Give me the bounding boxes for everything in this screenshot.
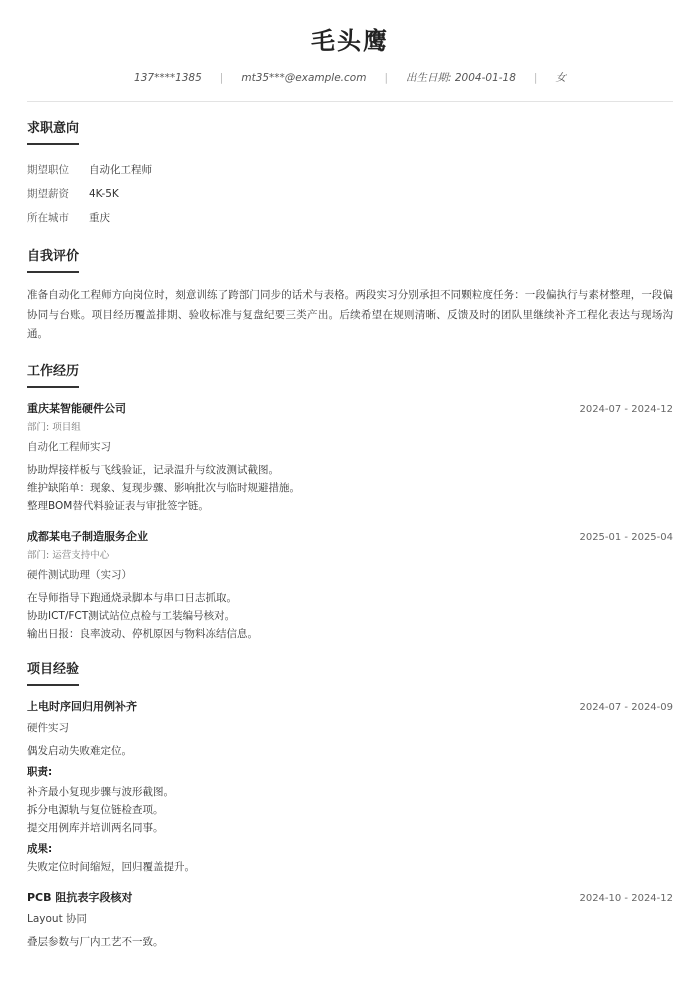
divider: | [384, 71, 388, 84]
intent-row [27, 182, 673, 206]
section-title: 自我评价 [27, 248, 79, 273]
intent-key: 期望职位 [27, 164, 69, 176]
intent-key: 期望薪资 [27, 188, 69, 200]
header-divider [27, 101, 673, 102]
date-range: 2024-07 - 2024-09 [579, 701, 673, 713]
email: mt35***@example.com [241, 71, 367, 84]
resume-header [27, 0, 673, 85]
project-description: 叠层参数与厂内工艺不一致。 [27, 935, 164, 948]
section-self-evaluation [27, 248, 673, 345]
company-name: 重庆某智能硬件公司 [27, 401, 126, 415]
section-title: 求职意向 [27, 120, 79, 145]
section-title: 项目经验 [27, 661, 79, 686]
result-text: 失败定位时间缩短，回归覆盖提升。 [27, 860, 195, 873]
project-name: PCB 阻抗表字段核对 [27, 890, 133, 904]
work-entry [27, 529, 673, 643]
intent-row [27, 206, 673, 230]
work-entry [27, 401, 673, 515]
contact-line [27, 70, 673, 85]
birth-date: 出生日期: 2004-01-18 [406, 72, 516, 84]
section-job-intent [27, 120, 673, 230]
section-projects [27, 661, 673, 951]
gender: 女 [555, 72, 566, 84]
section-title: 工作经历 [27, 363, 79, 388]
work-bullet: 输出日报：良率波动、停机原因与物料冻结信息。 [27, 627, 258, 640]
project-name: 上电时序回归用例补齐 [27, 699, 137, 713]
date-range: 2024-10 - 2024-12 [579, 892, 673, 904]
job-role: 硬件测试助理（实习） [27, 568, 132, 581]
section-work-experience [27, 363, 673, 643]
intent-value: 重庆 [89, 212, 110, 224]
intent-row [27, 158, 673, 182]
duty-item: 拆分电源轨与复位链检查项。 [27, 803, 164, 816]
work-bullet: 维护缺陷单：现象、复现步骤、影响批次与临时规避措施。 [27, 481, 300, 494]
duty-item: 补齐最小复现步骤与波形截图。 [27, 785, 174, 798]
project-entry [27, 699, 673, 876]
intent-key: 所在城市 [27, 212, 69, 224]
work-bullet: 整理BOM替代料验证表与审批签字链。 [27, 499, 209, 512]
department: 部门: 项目组 [27, 421, 81, 433]
duty-label: 职责: [27, 765, 53, 778]
date-range: 2024-07 - 2024-12 [579, 403, 673, 415]
divider: | [533, 71, 538, 84]
work-bullet: 在导师指导下跑通烧录脚本与串口日志抓取。 [27, 591, 237, 604]
work-bullet: 协助焊接样板与飞线验证，记录温升与纹波测试截图。 [27, 463, 279, 476]
result-label: 成果: [27, 842, 53, 855]
project-role: 硬件实习 [27, 721, 69, 734]
duty-item: 提交用例库并培训两名同事。 [27, 821, 164, 834]
work-bullet: 协助ICT/FCT测试站位点检与工装编号核对。 [27, 609, 236, 622]
company-name: 成都某电子制造服务企业 [27, 529, 148, 543]
intent-value: 4K-5K [89, 188, 119, 200]
intent-value: 自动化工程师 [89, 164, 152, 176]
project-role: Layout 协同 [27, 912, 88, 925]
self-evaluation-text: 准备自动化工程师方向岗位时，刻意训练了跨部门同步的话术与表格。两段实习分别承担不同颗粒度任务：一段偏执行与素材整理，一段偏协同与台账。项目经历覆盖排期、验收标准与复盘纪要三类产出。后续希望在规则清晰、反馈及时的团队里继续补齐工程化表达与现场沟通。 [27, 289, 673, 340]
project-entry [27, 890, 673, 951]
divider: | [219, 71, 224, 84]
candidate-name: 毛头鹰 [311, 27, 389, 55]
job-role: 自动化工程师实习 [27, 440, 111, 453]
phone: 137****1385 [134, 71, 202, 84]
department: 部门: 运营支持中心 [27, 549, 110, 561]
project-description: 偶发启动失败难定位。 [27, 744, 132, 757]
date-range: 2025-01 - 2025-04 [579, 531, 673, 543]
